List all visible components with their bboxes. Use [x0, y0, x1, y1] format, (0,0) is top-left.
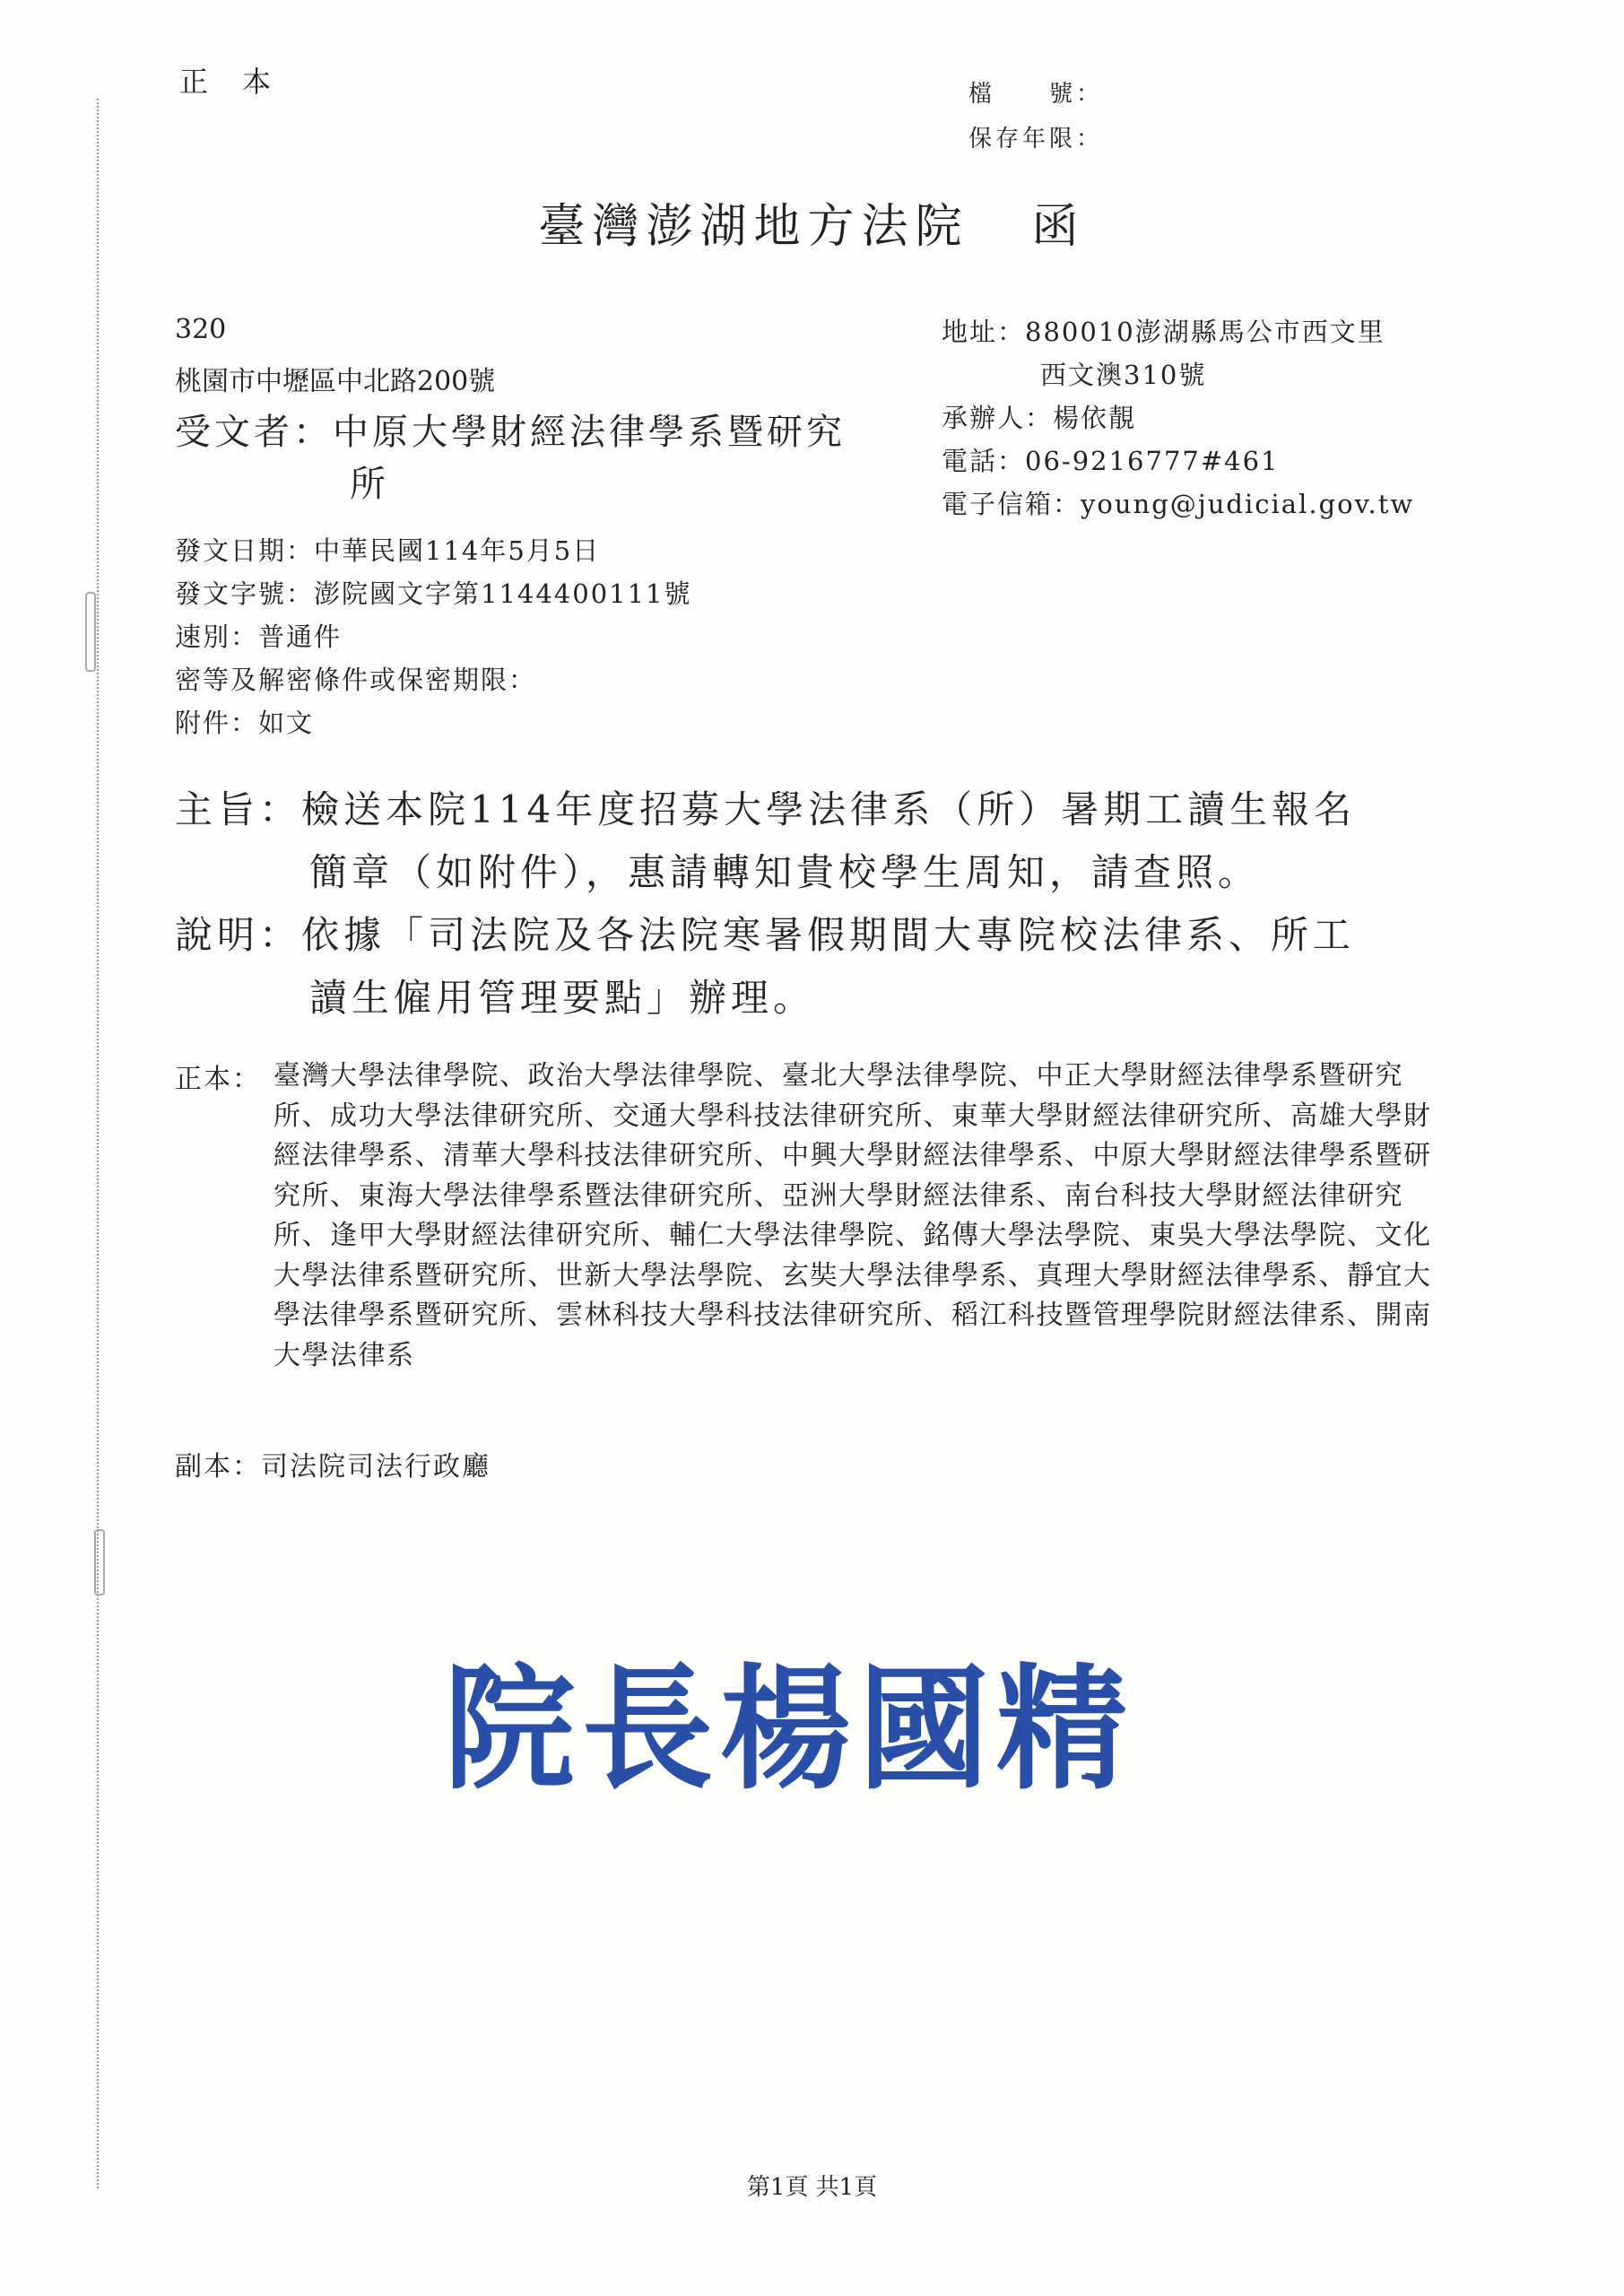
staple-mark [94, 1529, 105, 1596]
copy-recipients-label: 副本： [175, 1451, 261, 1483]
explanation-label: 說明： [175, 913, 302, 957]
sender-address: 地址：880010澎湖縣馬公市西文里 [942, 317, 1385, 347]
staple-mark [85, 592, 96, 672]
delivery-speed: 速別：普通件 [175, 622, 343, 652]
explanation-text-cont: 讀生僱用管理要點」辦理。 [309, 976, 816, 1020]
copy-recipients [175, 1444, 491, 1483]
original-recipients-list: 臺灣大學法律學院、政治大學法律學院、臺北大學法律學院、中正大學財經法律學系暨研究所、成功大學法律研究所、交通大學科技法律研究所、東華大學財經法律研究所、高雄大學財經法律學系、清華大學科技法律研究所、中興大學財經法律學系、中原大學財經法律學系暨研究所、東海大學法律學系暨法律研究所、亞洲大學財經法律系、南台科技大學財經法律研究所、逢甲大學財經法律研究所、輔仁大學法律學院、銘傳大學法學院、東吳大學法學院、文化大學法律系暨研究所、世新大學法學院、玄奘大學法律學系、真理大學財經法律學系、靜宜大學法律學系暨研究所、雲林科技大學科技法律研究所、稻江科技暨管理學院財經法律系、開南大學法律系 [274, 1060, 1432, 1371]
recipient-name: 中原大學財經法律學系暨研究 [333, 412, 846, 453]
issuing-court: 臺灣澎湖地方法院 [538, 200, 969, 254]
subject-text: 檢送本院114年度招募大學法律系（所）暑期工讀生報名 [301, 787, 1357, 831]
phone: 電話：06-9216777#461 [942, 446, 1280, 476]
president-signature-seal [444, 1650, 1143, 1812]
copy-type-label: 正 本 [179, 65, 284, 99]
postal-code: 320 [175, 314, 227, 345]
email: 電子信箱：young@judicial.gov.tw [942, 489, 1415, 519]
handler: 承辦人：楊依靚 [942, 403, 1137, 433]
recipient-label: 受文者： [175, 412, 333, 453]
original-recipients-label: 正本： [175, 1064, 261, 1095]
document-type: 函 [1031, 200, 1086, 254]
page-number: 第1頁 共1頁 [746, 2174, 878, 2201]
retention-period-label: 保存年限： [968, 126, 1104, 152]
copy-recipients-list: 司法院司法行政廳 [261, 1451, 491, 1483]
explanation [175, 906, 1355, 960]
document-number: 發文字號：澎院國文字第1144400111號 [175, 578, 692, 609]
document-title [0, 188, 1624, 256]
svg-text:院長楊國精: 院長楊國精 [444, 1650, 1134, 1808]
subject-label: 主旨： [175, 787, 302, 831]
subject [175, 780, 1356, 834]
recipient-name-cont: 所 [350, 464, 389, 505]
explanation-text: 依據「司法院及各法院寒暑假期間大專院校法律系、所工 [301, 913, 1356, 957]
recipient [175, 404, 846, 455]
recipient-address: 桃園市中壢區中北路200號 [175, 366, 496, 397]
subject-text-cont: 簡章（如附件），惠請轉知貴校學生周知，請查照。 [309, 850, 1261, 894]
binding-line [97, 99, 99, 2188]
attachment: 附件：如文 [175, 708, 315, 738]
issue-date: 發文日期：中華民國114年5月5日 [175, 535, 601, 566]
sender-address-cont: 西文澳310號 [1040, 360, 1207, 390]
file-number-label: 檔 號： [968, 81, 1104, 108]
secrecy-level: 密等及解密條件或保密期限： [175, 665, 537, 695]
